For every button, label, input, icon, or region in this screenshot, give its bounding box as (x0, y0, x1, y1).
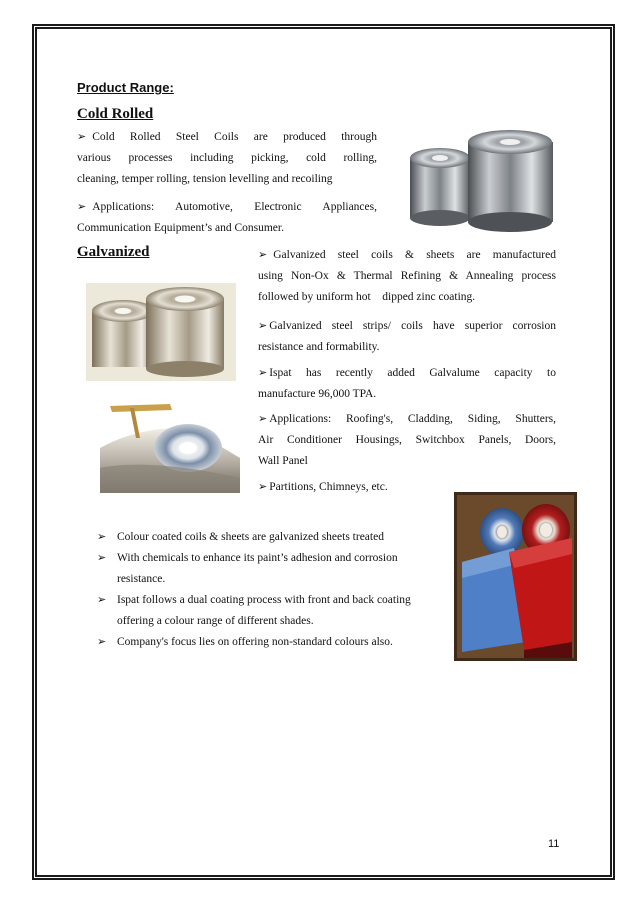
arrowhead-bullet-icon: ➢ (258, 481, 268, 493)
cold-rolled-p2-line-2: Communication Equipment’s and Consumer. (77, 222, 284, 234)
list-item (97, 548, 449, 590)
colour-coated-coils-photo (454, 492, 577, 661)
galvanized-paragraph-2 (258, 316, 556, 358)
arrowhead-bullet-icon: ➢ (258, 249, 268, 261)
list-item (97, 590, 449, 632)
colour-coated-item-3-line-1: Ispat follows a dual coating process with front and back coating (117, 594, 411, 606)
list-item (97, 632, 449, 653)
galvanized-g1-line-3: followed by uniform hot dipped zinc coating. (258, 291, 476, 303)
colour-coated-item-1-line-1: Colour coated coils & sheets are galvanized sheets treated (117, 531, 384, 543)
arrowhead-bullet-icon: ➢ (97, 531, 107, 543)
steel-sheet-roll-photo (100, 398, 240, 493)
arrowhead-bullet-icon: ➢ (258, 413, 268, 425)
cold-rolled-paragraph-2 (77, 197, 377, 239)
arrowhead-bullet-icon: ➢ (97, 594, 107, 606)
colour-coated-item-3-line-2: offering a colour range of different shades. (117, 615, 314, 627)
galvanized-g2-line-2: resistance and formability. (258, 341, 380, 353)
galvanized-g5-line-1: ➢ Partitions, Chimneys, etc. (258, 481, 388, 493)
steel-coils-photo (400, 128, 570, 234)
galvanized-coils-photo (86, 283, 236, 381)
cold-rolled-p1-line-1: ➢ Cold Rolled Steel Coils are produced through (77, 131, 377, 143)
galvanized-g3-line-1: ➢ Ispat has recently added Galvalume capacity to (258, 367, 556, 379)
cold-rolled-paragraph-1 (77, 127, 377, 190)
page-number: 11 (548, 838, 560, 850)
galvanized-g2-line-1: ➢ Galvanized steel strips/ coils have superior corrosion (258, 320, 556, 332)
arrowhead-bullet-icon: ➢ (97, 636, 107, 648)
galvanized-g3-line-2: manufacture 96,000 TPA. (258, 388, 377, 400)
galvanized-g1-line-2: using Non-Ox & Thermal Refining & Annealing process (258, 270, 556, 282)
galvanized-paragraph-3 (258, 363, 556, 405)
galvanized-paragraph-1 (258, 245, 556, 308)
galvanized-g4-line-3: Wall Panel (258, 455, 308, 467)
cold-rolled-p1-line-3: cleaning, temper rolling, tension levelling and recoiling (77, 173, 333, 185)
arrowhead-bullet-icon: ➢ (77, 131, 87, 143)
galvanized-g4-line-1: ➢ Applications: Roofing's, Cladding, Siding, Shutters, (258, 413, 556, 425)
colour-coated-list (97, 527, 449, 653)
galvanized-g4-line-2: Air Conditioner Housings, Switchbox Panels, Doors, (258, 434, 556, 446)
colour-coated-item-4-line-1: Company's focus lies on offering non-standard colours also. (117, 636, 393, 648)
arrowhead-bullet-icon: ➢ (258, 320, 268, 332)
galvanized-paragraph-4 (258, 409, 556, 472)
cold-rolled-title: Cold Rolled (77, 106, 154, 122)
list-item (97, 527, 449, 548)
product-range-heading: Product Range: (77, 80, 174, 95)
galvanized-g1-line-1: ➢ Galvanized steel coils & sheets are manufactured (258, 249, 556, 261)
colour-coated-item-2-line-2: resistance. (117, 573, 166, 585)
colour-coated-item-2-line-1: With chemicals to enhance its paint’s adhesion and corrosion (117, 552, 398, 564)
cold-rolled-p1-line-2: various processes including picking, cold rolling, (77, 152, 377, 164)
galvanized-title: Galvanized (77, 244, 150, 260)
arrowhead-bullet-icon: ➢ (97, 552, 107, 564)
arrowhead-bullet-icon: ➢ (258, 367, 268, 379)
cold-rolled-p2-line-1: ➢ Applications: Automotive, Electronic Appliances, (77, 201, 377, 213)
arrowhead-bullet-icon: ➢ (77, 201, 87, 213)
